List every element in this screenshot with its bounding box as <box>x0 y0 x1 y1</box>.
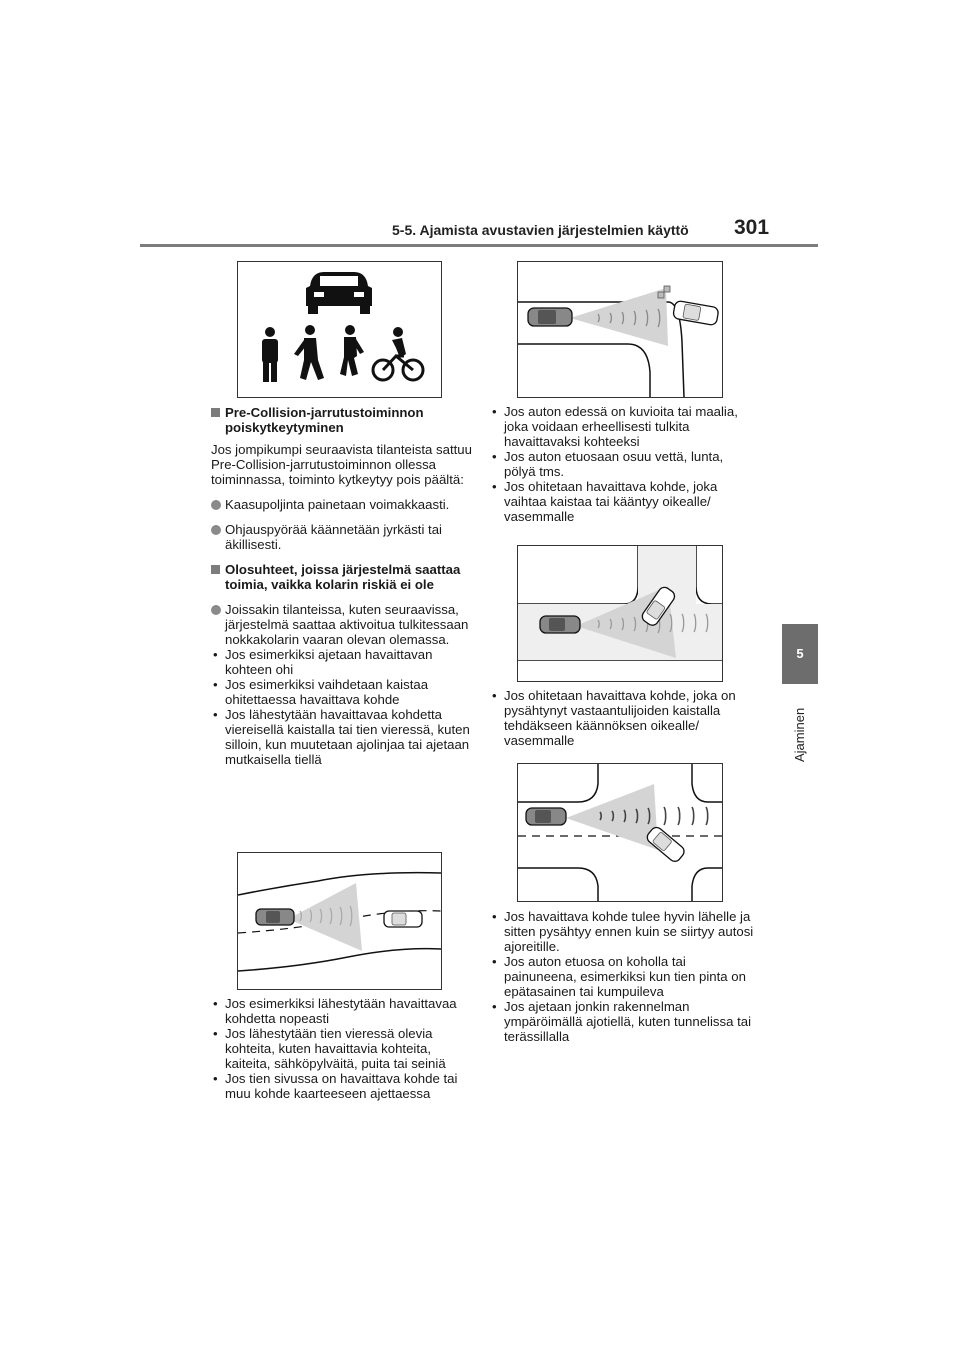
bullet-circle-icon <box>211 500 221 510</box>
list-item: Kaasupoljinta painetaan voimakkaasti. <box>211 497 473 512</box>
pedestrian-icon <box>262 327 278 382</box>
left-column-lower <box>211 996 475 1101</box>
child-pedestrian-icon <box>340 325 364 376</box>
car-top-icon <box>256 909 294 925</box>
bullet-item: • Jos ohitetaan havaittava kohde, joka vaihtaa kaistaa tai kääntyy oikealle/ vasemmalle <box>490 479 758 524</box>
right-column-1 <box>490 404 758 524</box>
heading-false-activation: Olosuhteet, joissa järjestelmä saattaa toimia, vaikka kolarin riskiä ei ole <box>211 562 473 592</box>
left-column <box>211 405 473 767</box>
bullet-item: • Jos ohitetaan havaittava kohde, joka on pysähtynyt vastaantulijoiden kaistalla tehdäkseen käännöksen oikealle/ vasemmalle <box>490 688 758 748</box>
heading-square-icon <box>211 408 220 417</box>
bullet-item: • Jos esimerkiksi vaihdetaan kaistaa ohitettaessa havaittava kohde <box>211 677 473 707</box>
bullet-circle-icon <box>211 605 221 615</box>
figure-detectable-objects <box>237 261 442 398</box>
figure-curved-road <box>237 852 442 990</box>
figure-oncoming-turning-target <box>517 763 723 902</box>
section-title: 5-5. Ajamista avustavien järjestelmien käyttö <box>392 222 689 238</box>
figure-turning-target <box>517 261 723 398</box>
cyclist-icon <box>373 356 423 380</box>
walking-pedestrian-icon <box>294 325 324 380</box>
bullet-item: • Jos tien sivussa on havaittava kohde tai muu kohde kaarteeseen ajettaessa <box>211 1071 475 1101</box>
car-top-icon <box>526 808 566 825</box>
chapter-label <box>790 692 808 762</box>
figure-lane-change-target <box>517 545 723 682</box>
heading-square-icon <box>211 565 220 574</box>
intro-text: Jos jompikumpi seuraavista tilanteista sattuu Pre-Collision-jarrutustoiminnon ollessa toiminnassa, toiminto kytkeytyy pois päältä: <box>211 442 472 487</box>
chapter-tab: 5 <box>782 624 818 684</box>
bullet-item: • Jos havaittava kohde tulee hyvin lähelle ja sitten pysähtyy ennen kuin se siirtyy autosi ajoreitille. <box>490 909 758 954</box>
car-top-icon <box>540 616 580 633</box>
car-top-icon <box>528 308 572 326</box>
bullet-circle-icon <box>211 525 221 535</box>
bullet-item: • Jos auton etuosaan osuu vettä, lunta, pölyä tms. <box>490 449 758 479</box>
chapter-label-text: Ajaminen <box>792 707 807 762</box>
bullet-item: • Jos esimerkiksi lähestytään havaittavaa kohdetta nopeasti <box>211 996 475 1026</box>
page-number: 301 <box>734 216 770 239</box>
bullet-item: • Jos auton etuosa on koholla tai painuneena, esimerkiksi kun tien pinta on epätasainen tai kumpuileva <box>490 954 758 999</box>
bullet-item: • Jos lähestytään havaittavaa kohdetta viereisellä kaistalla tai tien vieressä, kuten silloin, kun muutetaan ajolinjaa tai ajetaan mutkaisella tiellä <box>211 707 473 767</box>
header-rule <box>140 244 818 247</box>
heading-disable: Pre-Collision-jarrutustoiminnon poiskytkeytyminen <box>211 405 473 435</box>
bullet-item: • Jos ajetaan jonkin rakennelman ympäröimällä ajotiellä, kuten tunnelissa tai terässillalla <box>490 999 758 1044</box>
bullet-item: • Jos esimerkiksi ajetaan havaittavan kohteen ohi <box>211 647 473 677</box>
target-car-icon <box>384 911 422 927</box>
right-column-2 <box>490 688 758 748</box>
right-column-3 <box>490 909 758 1044</box>
list-item: Joissakin tilanteissa, kuten seuraavissa, järjestelmä saattaa aktivoitua tulkitessaan nokkakolarin vaaran olevan olemassa. <box>211 602 473 647</box>
car-front-icon <box>306 272 372 314</box>
list-item: Ohjauspyörää käännetään jyrkästi tai äkillisesti. <box>211 522 473 552</box>
bullet-item: • Jos lähestytään tien vieressä olevia kohteita, kuten havaittavia kohteita, kaiteita, sähköpylväitä, puita tai seiniä <box>211 1026 475 1071</box>
bullet-item: • Jos auton edessä on kuvioita tai maalia, joka voidaan erheellisesti tulkita havaittavaksi kohteeksi <box>490 404 758 449</box>
